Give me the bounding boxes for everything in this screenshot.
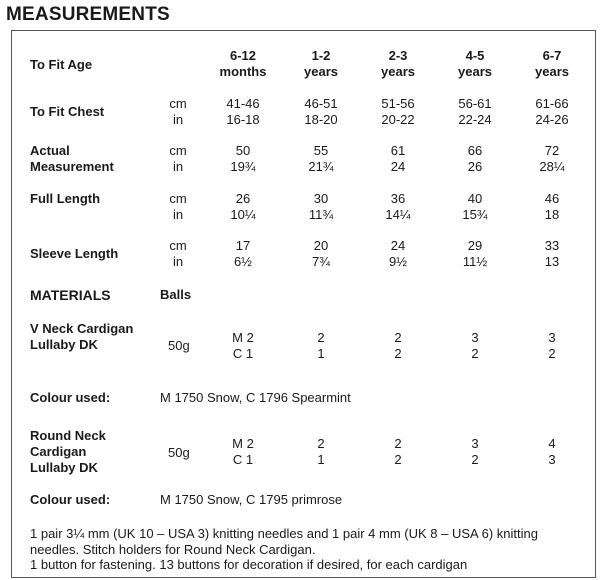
value-main: 4 bbox=[548, 436, 556, 451]
size-header-top: 4-5 bbox=[465, 48, 485, 63]
value-in: 7¾ bbox=[311, 254, 331, 269]
size-header-top: 1-2 bbox=[311, 48, 331, 63]
value-in: 15¾ bbox=[462, 207, 488, 222]
material-value-cell bbox=[522, 330, 582, 362]
size-header-2 bbox=[291, 48, 351, 80]
colour-used-value: M 1750 Snow, C 1796 Spearmint bbox=[160, 390, 351, 405]
material-label-line: Lullaby DK bbox=[30, 460, 98, 475]
note-line: 1 button for fastening. 13 buttons for decoration if desired, for each cardigan bbox=[30, 557, 468, 572]
value-cell bbox=[522, 191, 582, 223]
material-value-cell bbox=[445, 330, 505, 362]
value-main: 3 bbox=[471, 436, 479, 451]
value-cell bbox=[445, 191, 505, 223]
material-value-cell bbox=[522, 436, 582, 468]
row-label-chest: To Fit Chest bbox=[30, 104, 105, 119]
size-header-bottom: years bbox=[535, 64, 569, 79]
size-header-5 bbox=[522, 48, 582, 80]
row-label-line: Measurement bbox=[30, 159, 114, 174]
value-cm: 24 bbox=[390, 238, 406, 253]
colour-used-label: Colour used: bbox=[30, 390, 111, 405]
value-cm: 55 bbox=[313, 143, 329, 158]
value-in: 18 bbox=[544, 207, 560, 222]
material-label-line: Cardigan bbox=[30, 444, 87, 459]
value-cell bbox=[291, 238, 351, 270]
value-in: 9½ bbox=[388, 254, 408, 269]
value-contrast: 1 bbox=[317, 452, 325, 467]
value-cell bbox=[522, 143, 582, 175]
value-main: 2 bbox=[317, 436, 325, 451]
material-value-cell bbox=[291, 330, 351, 362]
row-label-actual bbox=[30, 143, 114, 175]
value-in: 24-26 bbox=[535, 112, 569, 127]
value-in: 13 bbox=[544, 254, 560, 269]
value-cm: 46-51 bbox=[304, 96, 338, 111]
age-label: To Fit Age bbox=[30, 57, 93, 72]
materials-heading: MATERIALS bbox=[30, 287, 111, 303]
value-in: 22-24 bbox=[458, 112, 492, 127]
row-label-line: Actual bbox=[30, 143, 70, 158]
value-cm: 56-61 bbox=[458, 96, 492, 111]
value-contrast: 3 bbox=[548, 452, 556, 467]
value-in: 21¾ bbox=[308, 159, 334, 174]
value-cm: 26 bbox=[235, 191, 251, 206]
value-cm: 36 bbox=[390, 191, 406, 206]
value-in: 11¾ bbox=[308, 207, 334, 222]
page-title: MEASUREMENTS bbox=[6, 4, 170, 25]
value-cell bbox=[213, 191, 273, 223]
value-in: 6½ bbox=[233, 254, 253, 269]
value-cell bbox=[291, 96, 351, 128]
unit-in: in bbox=[172, 159, 184, 174]
value-cm: 30 bbox=[313, 191, 329, 206]
size-header-bottom: years bbox=[458, 64, 492, 79]
material-weight: 50g bbox=[168, 338, 190, 353]
value-cell bbox=[368, 191, 428, 223]
size-header-1 bbox=[213, 48, 273, 80]
value-cell bbox=[291, 143, 351, 175]
value-cm: 33 bbox=[544, 238, 560, 253]
row-label-full-length: Full Length bbox=[30, 191, 101, 206]
value-cell bbox=[445, 96, 505, 128]
row-label-sleeve-length: Sleeve Length bbox=[30, 246, 119, 261]
value-contrast: 2 bbox=[548, 346, 556, 361]
value-cm: 40 bbox=[467, 191, 483, 206]
value-cell bbox=[213, 238, 273, 270]
value-cm: 72 bbox=[544, 143, 560, 158]
value-cell bbox=[368, 96, 428, 128]
material-value-cell bbox=[445, 436, 505, 468]
material-label-v-neck bbox=[30, 321, 133, 353]
value-in: 11½ bbox=[462, 254, 488, 269]
unit-cell bbox=[158, 96, 198, 128]
unit-in: in bbox=[172, 207, 184, 222]
value-cell bbox=[213, 96, 273, 128]
value-cm: 20 bbox=[313, 238, 329, 253]
material-value-cell bbox=[291, 436, 351, 468]
value-cm: 66 bbox=[467, 143, 483, 158]
value-contrast: 2 bbox=[394, 452, 402, 467]
code-main: M 2 bbox=[232, 436, 254, 451]
value-in: 28¼ bbox=[539, 159, 565, 174]
value-cell bbox=[522, 96, 582, 128]
material-weight: 50g bbox=[168, 445, 190, 460]
unit-cm: cm bbox=[169, 238, 187, 253]
value-cm: 61 bbox=[390, 143, 406, 158]
value-main: 3 bbox=[548, 330, 556, 345]
value-main: 2 bbox=[394, 330, 402, 345]
value-cell bbox=[445, 143, 505, 175]
size-header-top: 6-12 bbox=[229, 48, 257, 63]
material-label-round-neck bbox=[30, 428, 106, 476]
value-main: 2 bbox=[394, 436, 402, 451]
colour-used-label: Colour used: bbox=[30, 492, 111, 507]
value-in: 24 bbox=[390, 159, 406, 174]
code-main: M 2 bbox=[232, 330, 254, 345]
material-label-line: Round Neck bbox=[30, 428, 106, 443]
size-header-bottom: years bbox=[304, 64, 338, 79]
material-value-cell bbox=[368, 436, 428, 468]
unit-in: in bbox=[172, 254, 184, 269]
value-in: 18-20 bbox=[304, 112, 338, 127]
value-main: 2 bbox=[317, 330, 325, 345]
unit-cm: cm bbox=[169, 96, 187, 111]
size-header-bottom: years bbox=[381, 64, 415, 79]
value-in: 19¾ bbox=[230, 159, 256, 174]
value-main: 3 bbox=[471, 330, 479, 345]
value-in: 10¼ bbox=[230, 207, 256, 222]
code-contrast: C 1 bbox=[232, 346, 254, 361]
value-cell bbox=[522, 238, 582, 270]
value-in: 20-22 bbox=[381, 112, 415, 127]
material-value-cell bbox=[368, 330, 428, 362]
material-codes bbox=[213, 436, 273, 468]
note-line: 1 pair 3¼ mm (UK 10 – USA 3) knitting needles and 1 pair 4 mm (UK 8 – USA 6) knitting bbox=[30, 526, 538, 541]
value-cm: 51-56 bbox=[381, 96, 415, 111]
value-cell bbox=[368, 143, 428, 175]
material-label-line: V Neck Cardigan bbox=[30, 321, 134, 336]
unit-cell bbox=[158, 143, 198, 175]
value-contrast: 2 bbox=[471, 346, 479, 361]
value-in: 26 bbox=[467, 159, 483, 174]
balls-label: Balls bbox=[160, 287, 192, 302]
value-cm: 29 bbox=[467, 238, 483, 253]
value-in: 14¼ bbox=[385, 207, 411, 222]
value-cm: 46 bbox=[544, 191, 560, 206]
material-label-line: Lullaby DK bbox=[30, 337, 98, 352]
unit-cm: cm bbox=[169, 143, 187, 158]
value-cm: 50 bbox=[235, 143, 251, 158]
code-contrast: C 1 bbox=[232, 452, 254, 467]
note-line: needles. Stitch holders for Round Neck Cardigan. bbox=[30, 542, 316, 557]
size-header-top: 6-7 bbox=[542, 48, 562, 63]
unit-cell bbox=[158, 191, 198, 223]
value-cm: 41-46 bbox=[226, 96, 260, 111]
value-in: 16-18 bbox=[226, 112, 260, 127]
value-cell bbox=[291, 191, 351, 223]
value-contrast: 1 bbox=[317, 346, 325, 361]
material-codes bbox=[213, 330, 273, 362]
value-cell bbox=[445, 238, 505, 270]
value-cell bbox=[368, 238, 428, 270]
colour-used-value: M 1750 Snow, C 1795 primrose bbox=[160, 492, 343, 507]
value-contrast: 2 bbox=[394, 346, 402, 361]
value-cell bbox=[213, 143, 273, 175]
value-cm: 61-66 bbox=[535, 96, 569, 111]
value-contrast: 2 bbox=[471, 452, 479, 467]
size-header-3 bbox=[368, 48, 428, 80]
size-header-4 bbox=[445, 48, 505, 80]
value-cm: 17 bbox=[235, 238, 251, 253]
unit-cm: cm bbox=[169, 191, 187, 206]
size-header-top: 2-3 bbox=[388, 48, 408, 63]
unit-cell bbox=[158, 238, 198, 270]
size-header-bottom: months bbox=[219, 64, 267, 79]
unit-in: in bbox=[172, 112, 184, 127]
